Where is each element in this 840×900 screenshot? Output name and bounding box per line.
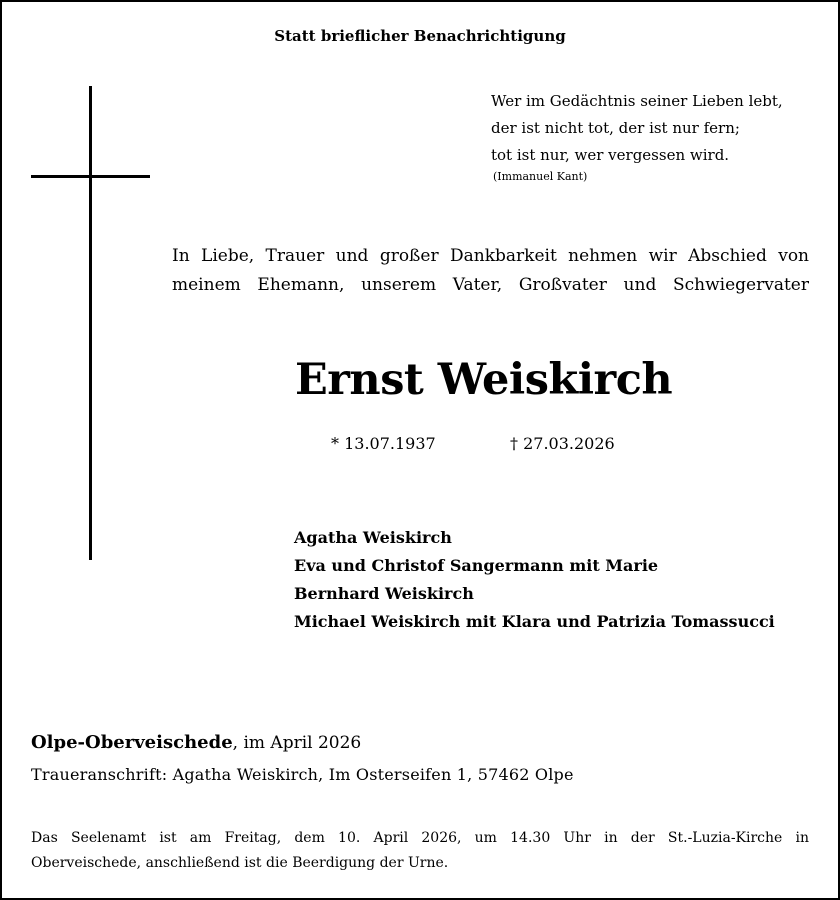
service-info: [31, 826, 809, 876]
quote-author: (Immanuel Kant): [493, 170, 588, 183]
death-date: † 27.03.2026: [510, 434, 615, 453]
deceased-name: Ernst Weiskirch: [295, 355, 673, 405]
intro-line: In Liebe, Trauer und großer Dankbarkeit nehmen wir Abschied von: [172, 246, 809, 266]
cross-icon-vertical: [89, 86, 92, 560]
place-and-date: [31, 732, 361, 753]
quote-line: Wer im Gedächtnis seiner Lieben lebt,: [491, 92, 783, 110]
mourner-name: Agatha Weiskirch: [294, 528, 452, 547]
intro-line: meinem Ehemann, unserem Vater, Großvater und Schwiegervater: [172, 275, 809, 295]
quote-line: der ist nicht tot, der ist nur fern;: [491, 119, 740, 137]
mourner-name: Bernhard Weiskirch: [294, 584, 474, 603]
kant-quote: [491, 88, 783, 169]
quote-line: tot ist nur, wer vergessen wird.: [491, 146, 730, 164]
place-date: , im April 2026: [232, 733, 362, 753]
mourners-list: [294, 524, 775, 636]
place-town: Olpe-Oberveischede: [31, 732, 233, 753]
notice-header: Statt brieflicher Benachrichtigung: [274, 27, 566, 45]
mourner-name: Michael Weiskirch mit Klara und Patrizia Tomassucci: [294, 612, 775, 631]
service-line: Das Seelenamt ist am Freitag, dem 10. April 2026, um 14.30 Uhr in der St.-Luzia-Kirche in: [31, 830, 809, 846]
service-line: Oberveischede, anschließend ist die Beerdigung der Urne.: [31, 855, 449, 871]
mourning-address: Traueranschrift: Agatha Weiskirch, Im Osterseifen 1, 57462 Olpe: [31, 765, 574, 784]
mourner-name: Eva und Christof Sangermann mit Marie: [294, 556, 659, 575]
birth-date: * 13.07.1937: [331, 434, 436, 453]
intro-text: [172, 242, 809, 300]
cross-icon-horizontal: [31, 175, 150, 178]
